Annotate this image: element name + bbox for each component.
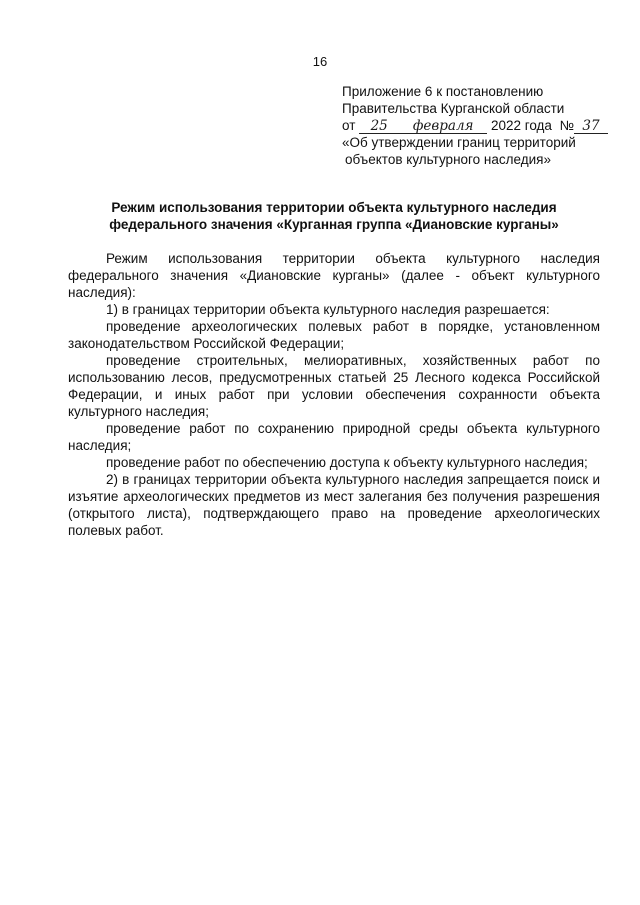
- paragraph-intro: Режим использования территории объекта культурного наследия федерального значения «Диановские курганы» (далее - объект культурного наследия):: [68, 251, 600, 300]
- paragraph-access-work: проведение работ по обеспечению доступа к объекту культурного наследия;: [106, 455, 588, 470]
- paragraph-permitted-heading: 1) в границах территории объекта культурного наследия разрешается:: [106, 302, 550, 317]
- appendix-date-line: [342, 117, 612, 134]
- title-line-2: федерального значения «Курганная группа «Диановские курганы»: [109, 217, 559, 232]
- page-number: 16: [312, 54, 328, 69]
- appendix-line-2: Правительства Курганской области: [342, 101, 565, 116]
- handwritten-document-number: 37: [574, 119, 608, 134]
- appendix-line-1: Приложение 6 к постановлению: [342, 84, 544, 99]
- paragraph-construction-work: проведение строительных, мелиоративных, хозяйственных работ по использованию лесов, предусмотренных статьей 25 Лесного кодекса Российской Федерации, и иных работ при условии обеспечения сохранности объекта культурного наследия;: [68, 353, 600, 419]
- date-year: 2022 года: [490, 118, 552, 133]
- appendix-subject-line-1: «Об утверждении границ территорий: [342, 135, 576, 150]
- handwritten-date-month: февраля: [399, 119, 487, 134]
- date-prefix: от: [342, 118, 356, 133]
- title-line-1: Режим использования территории объекта культурного наследия: [111, 200, 557, 215]
- paragraph-archaeological-work: проведение археологических полевых работ в порядке, установленном законодательством Российской Федерации;: [68, 319, 600, 351]
- appendix-subject-line-2: объектов культурного наследия»: [345, 152, 551, 167]
- paragraph-nature-preservation: проведение работ по сохранению природной среды объекта культурного наследия;: [68, 421, 600, 453]
- paragraph-prohibited: 2) в границах территории объекта культурного наследия запрещается поиск и изъятие археологических предметов из мест залегания без получения разрешения (открытого листа), подтверждающего право на проведение археологических полевых работ.: [68, 472, 600, 538]
- handwritten-date-day: 25: [359, 119, 399, 134]
- appendix-header: [342, 83, 612, 168]
- document-title: [68, 199, 600, 233]
- document-body: [68, 250, 600, 539]
- number-sign: №: [559, 118, 574, 133]
